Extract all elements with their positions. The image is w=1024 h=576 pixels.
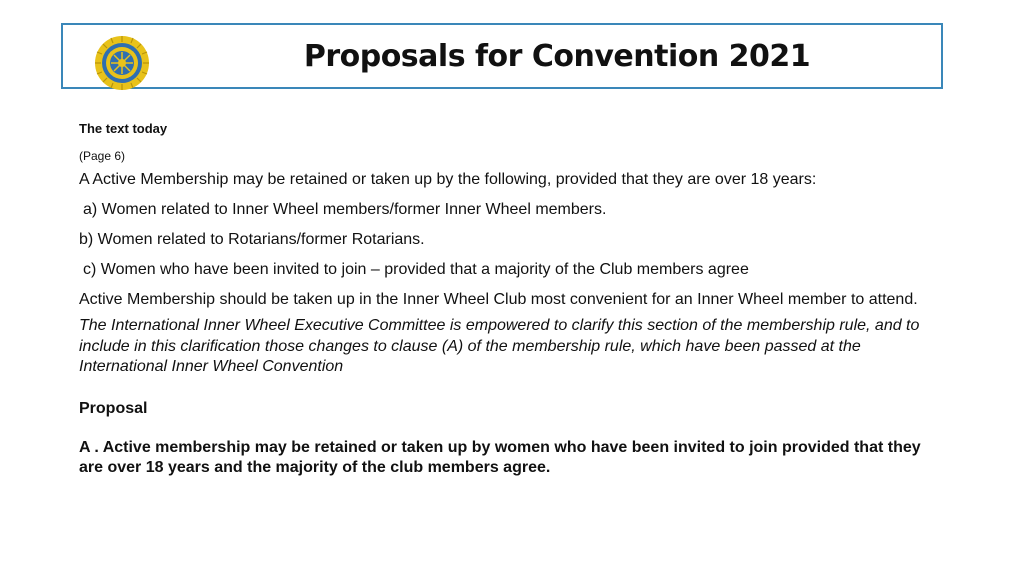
rule-item-a: a) Women related to Inner Wheel members/former Inner Wheel members. [83,201,607,218]
page-reference: (Page 6) [79,149,126,163]
section-heading: The text today [79,121,168,136]
slide-header [61,23,943,89]
proposal-heading: Proposal [79,399,148,417]
rule-item-b: b) Women related to Rotarians/former Rotarians. [79,231,425,248]
slide-title: Proposals for Convention 2021 [303,38,811,74]
rule-item-c: c) Women who have been invited to join – provided that a majority of the Club members agree [83,261,749,278]
proposal-text: A . Active membership may be retained or taken up by women who have been invited to join provided that they are over 18 years and the majority of the club members agree. [79,438,921,476]
rule-intro: A Active Membership may be retained or taken up by the following, provided that they are over 18 years: [79,171,817,188]
committee-note: The International Inner Wheel Executive Committee is empowered to clarify this section of the membership rule, and to include in this clarification those changes to clause (A) of the membership rule, which have been passed at the International Inner Wheel Convention [79,317,920,375]
slide-content [79,120,949,478]
club-note: Active Membership should be taken up in the Inner Wheel Club most convenient for an Inner Wheel member to attend. [79,291,918,308]
